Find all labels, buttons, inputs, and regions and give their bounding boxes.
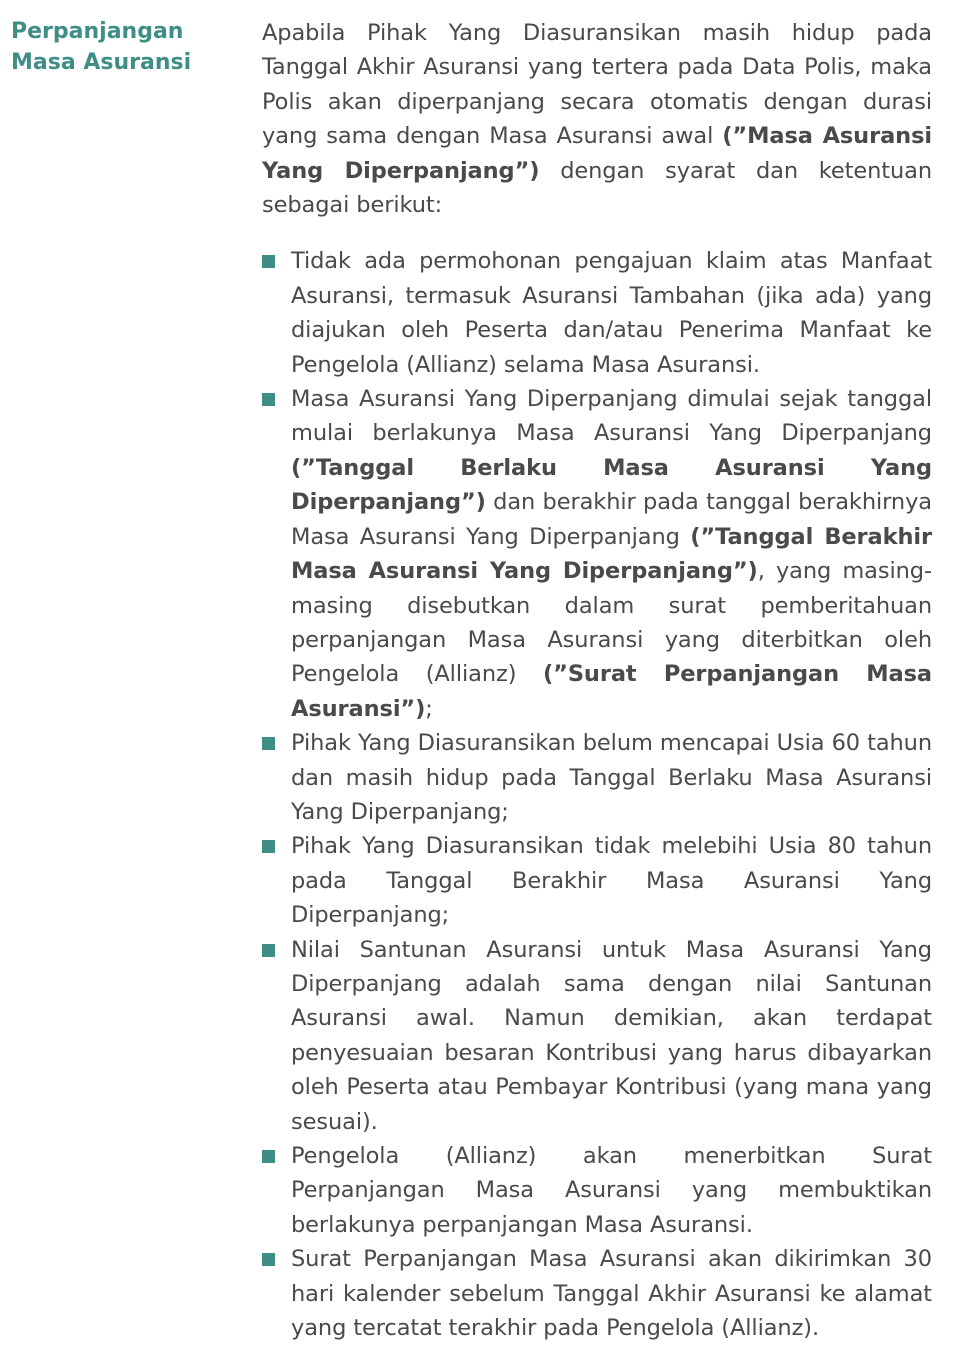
square-bullet-icon xyxy=(262,944,275,957)
defined-term: (”Tanggal Berlaku Masa Asuransi Yang Diperpanjang”) xyxy=(291,454,932,516)
square-bullet-icon xyxy=(262,840,275,853)
list-item xyxy=(262,829,932,932)
section-heading-line-2: Masa Asuransi xyxy=(11,50,192,75)
section-heading xyxy=(11,16,241,78)
list-item xyxy=(262,726,932,829)
intro-text: Apabila Pihak Yang Diasuransikan masih hidup pada Tanggal Akhir Asuransi yang tertera pada Data Polis, maka Polis akan diperpanjang secara otomatis dengan durasi yang sama dengan Masa Asuransi awal xyxy=(262,20,932,150)
square-bullet-icon xyxy=(262,393,275,406)
intro-defined-term: (”Masa Asuransi Yang Diperpanjang”) xyxy=(262,123,932,184)
section-body xyxy=(262,16,932,1345)
item-text: Tidak ada permohonan pengajuan klaim atas Manfaat Asuransi, termasuk Asuransi Tambahan (jika ada) yang diajukan oleh Peserta dan/atau Penerima Manfaat ke Pengelola (Allianz) selama Masa Asuransi. xyxy=(291,248,932,378)
item-text: Pihak Yang Diasuransikan belum mencapai Usia 60 tahun dan masih hidup pada Tanggal Berlaku Masa Asuransi Yang Diperpanjang; xyxy=(291,730,932,825)
defined-term: (”Tanggal Berakhir Masa Asuransi Yang Diperpanjang”) xyxy=(291,523,932,585)
item-text: ; xyxy=(425,695,433,722)
intro-text-end: dengan syarat dan ketentuan sebagai berikut: xyxy=(262,157,933,219)
square-bullet-icon xyxy=(262,255,275,268)
list-item xyxy=(262,382,932,726)
list-item xyxy=(262,1242,932,1345)
intro-paragraph xyxy=(262,16,932,222)
square-bullet-icon xyxy=(262,1253,275,1266)
section-heading-line-1: Perpanjangan xyxy=(11,19,184,44)
list-item xyxy=(262,244,932,382)
list-item xyxy=(262,1139,932,1242)
item-text: Pengelola (Allianz) akan menerbitkan Surat Perpanjangan Masa Asuransi yang membuktikan berlakunya perpanjangan Masa Asuransi. xyxy=(291,1143,932,1238)
square-bullet-icon xyxy=(262,737,275,750)
item-text: Pihak Yang Diasuransikan tidak melebihi Usia 80 tahun pada Tanggal Berakhir Masa Asuransi Yang Diperpanjang; xyxy=(291,833,932,929)
item-text: , yang masing-masing disebutkan dalam surat pemberitahuan perpanjangan Masa Asuransi yang diterbitkan oleh Pengelola (Allianz) xyxy=(291,558,932,688)
conditions-list xyxy=(262,244,932,1345)
item-text: dan berakhir pada tanggal berakhirnya Masa Asuransi Yang Diperpanjang xyxy=(291,489,932,550)
item-text: Surat Perpanjangan Masa Asuransi akan dikirimkan 30 hari kalender sebelum Tanggal Akhir Asuransi ke alamat yang tercatat terakhir pada Pengelola (Allianz). xyxy=(291,1246,932,1342)
list-item xyxy=(262,933,932,1139)
defined-term: (”Surat Perpanjangan Masa Asuransi”) xyxy=(291,661,932,722)
item-text: Masa Asuransi Yang Diperpanjang dimulai sejak tanggal mulai berlakunya Masa Asuransi Yang Diperpanjang xyxy=(291,386,932,447)
item-text: Nilai Santunan Asuransi untuk Masa Asuransi Yang Diperpanjang adalah sama dengan nilai Santunan Asuransi awal. Namun demikian, akan terdapat penyesuaian besaran Kontribusi yang harus dibayarkan oleh Peserta atau Pembayar Kontribusi (yang mana yang sesuai). xyxy=(291,936,932,1135)
square-bullet-icon xyxy=(262,1150,275,1163)
